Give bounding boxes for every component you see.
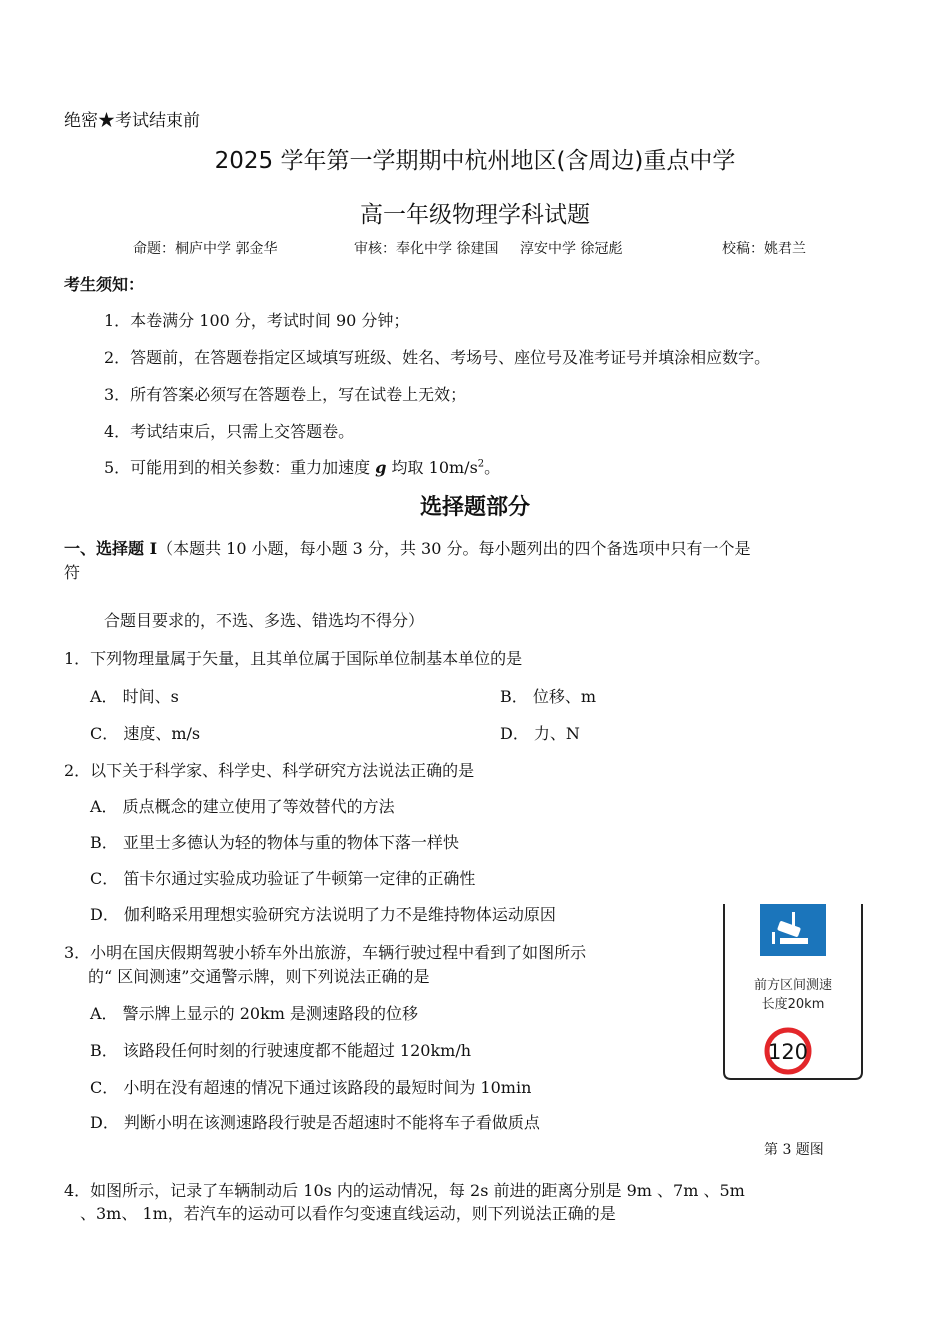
part-instructions-wrap: 符 — [64, 563, 81, 582]
part-instructions: 一、选择题 Ⅰ（本题共 10 小题，每小题 3 分，共 30 分。每小题列出的四个备选项中只有一个是 — [64, 539, 751, 558]
question-4-stem: 4．如图所示，记录了车辆制动后 10s 内的运动情况，每 2s 前进的距离分别是 9m 、7m 、5m — [64, 1181, 745, 1200]
question-1-option-a: A． 时间、s — [90, 687, 179, 706]
question-1-option-b: B． 位移、m — [500, 687, 597, 706]
staff-setter: 命题：桐庐中学 郭金华 — [133, 241, 278, 257]
question-3-option-c: C． 小明在没有超速的情况下通过该路段的最短时间为 10min — [90, 1078, 532, 1097]
question-1-option-c: C． 速度、m/s — [90, 724, 201, 743]
notice-item: 5．可能用到的相关参数：重力加速度 g 均取 $10m/s^2$。 — [104, 458, 501, 477]
question-2-option-d: D． 伽利略采用理想实验研究方法说明了力不是维持物体运动原因 — [90, 905, 556, 924]
exam-title: 2025 学年第一学期期中杭州地区(含周边)重点中学 — [214, 148, 736, 174]
speed-camera-sign — [722, 904, 864, 1080]
question-3-stem: 3．小明在国庆假期驾驶小轿车外出旅游，车辆行驶过程中看到了如图所示 — [64, 943, 587, 962]
part-instructions-cont: 合题目要求的，不选、多选、错选均不得分） — [104, 611, 425, 630]
question-1-stem: 1．下列物理量属于矢量，且其单位属于国际单位制基本单位的是 — [64, 649, 523, 668]
speed-limit-value: 120 — [767, 1040, 809, 1064]
question-3-option-a: A． 警示牌上显示的 20km 是测速路段的位移 — [90, 1004, 419, 1023]
question-2-option-c: C． 笛卡尔通过实验成功验证了牛顿第一定律的正确性 — [90, 869, 476, 888]
question-1-option-d: D． 力、N — [500, 724, 580, 743]
question-2-option-a: A． 质点概念的建立使用了等效替代的方法 — [90, 797, 395, 816]
question-2-option-b: B． 亚里士多德认为轻的物体与重的物体下落一样快 — [90, 833, 459, 852]
question-4-stem-cont: 、3m、 1m，若汽车的运动可以看作匀变速直线运动，则下列说法正确的是 — [80, 1204, 616, 1223]
sign-text-line2: 长度20km — [761, 997, 825, 1012]
staff-reviewer: 审核：奉化中学 徐建国 — [354, 241, 499, 257]
question-3-option-b: B． 该路段任何时刻的行驶速度都不能超过 120km/h — [90, 1041, 472, 1060]
exam-subtitle: 高一年级物理学科试题 — [360, 202, 590, 228]
notice-item: 2．答题前，在答题卷指定区域填写班级、姓名、考场号、座位号及准考证号并填涂相应数字。 — [104, 348, 771, 367]
notice-item: 4．考试结束后，只需上交答题卷。 — [104, 422, 355, 441]
question-3-stem-cont: 的“ 区间测速”交通警示牌，则下列说法正确的是 — [88, 967, 430, 986]
confidential-label: 绝密★考试结束前 — [64, 111, 200, 131]
sign-text-line1: 前方区间测速 — [753, 978, 833, 993]
notice-item: 1．本卷满分 100 分，考试时间 90 分钟； — [104, 311, 410, 330]
figure-caption: 第 3 题图 — [764, 1142, 824, 1158]
staff-reviewer-2: 淳安中学 徐冠彪 — [520, 241, 623, 257]
section-title: 选择题部分 — [419, 494, 530, 520]
notice-item: 3．所有答案必须写在答题卷上，写在试卷上无效； — [104, 385, 467, 404]
staff-proofreader: 校稿：姚君兰 — [722, 241, 806, 257]
question-3-option-d: D． 判断小明在该测速路段行驶是否超速时不能将车子看做质点 — [90, 1113, 540, 1132]
notice-heading: 考生须知： — [64, 275, 145, 294]
question-2-stem: 2．以下关于科学家、科学史、科学研究方法说法正确的是 — [64, 761, 475, 780]
